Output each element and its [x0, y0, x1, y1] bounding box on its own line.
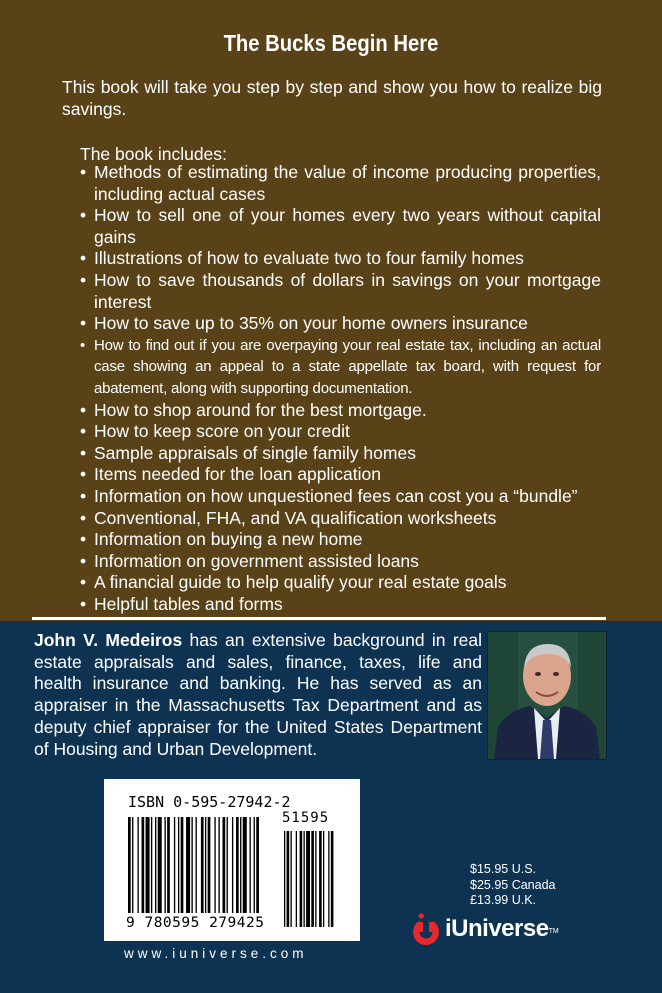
list-item: • A financial guide to help qualify your real estate goals: [80, 572, 507, 593]
list-item: • How to save up to 35% on your home owners insurance: [80, 313, 528, 334]
bullet-icon: •: [80, 269, 87, 290]
list-item: • How to shop around for the best mortgage.: [80, 399, 427, 420]
list-item: • Information on buying a new home: [80, 529, 363, 550]
list-item: • Helpful tables and forms: [80, 593, 283, 614]
bullet-icon: •: [80, 529, 87, 550]
bullet-icon: •: [80, 507, 87, 528]
bullet-icon: •: [80, 485, 87, 506]
bullet-icon: •: [80, 572, 87, 593]
bullet-icon: •: [80, 248, 87, 269]
price-us: $15.95 U.S.: [470, 862, 537, 876]
bullet-icon: •: [80, 336, 86, 354]
list-item: • Sample appraisals of single family homes: [80, 442, 416, 463]
barcode-addon-digits: 51595: [282, 810, 330, 826]
author-name: John V. Medeiros: [34, 630, 183, 650]
includes-list: [80, 162, 601, 615]
bullet-icon: •: [80, 205, 87, 226]
bullet-icon: •: [80, 593, 87, 614]
divider: [32, 617, 606, 620]
price-uk: £13.99 U.K.: [470, 893, 537, 907]
bullet-icon: •: [80, 313, 87, 334]
website-url: www.iuniverse.com: [124, 946, 308, 961]
list-item: • Illustrations of how to evaluate two to four family homes: [80, 248, 524, 269]
author-bio: [34, 630, 482, 760]
author-portrait-icon: [488, 632, 606, 759]
isbn-label: ISBN 0-595-27942-2: [128, 793, 291, 811]
includes-heading: The book includes:: [80, 144, 227, 164]
author-photo: [487, 631, 607, 760]
logo-text: iUniverse: [445, 915, 549, 942]
list-item: • Methods of estimating the value of income producing properties, including actual cases: [80, 162, 601, 204]
logo-trademark: TM: [548, 927, 559, 935]
bullet-icon: •: [80, 442, 87, 463]
list-item: • Information on government assisted loans: [80, 550, 419, 571]
bullet-icon: •: [80, 421, 87, 442]
publisher-logo: [411, 912, 559, 946]
iuniverse-logo-icon: [411, 912, 441, 946]
list-item: • Information on how unquestioned fees can cost you a “bundle”: [80, 485, 578, 506]
page-title: The Bucks Begin Here: [223, 30, 439, 56]
list-item: • How to find out if you are overpaying your real estate tax, including an actual case showing an appeal to a state appellate tax board, with request for abatement, along with supporting documentation.: [80, 336, 601, 397]
list-item: • How to save thousands of dollars in savings on your mortgage interest: [80, 269, 601, 312]
prices: [470, 862, 556, 909]
bullet-icon: •: [80, 162, 87, 182]
list-item: • Items needed for the loan application: [80, 464, 381, 485]
price-canada: $25.95 Canada: [470, 877, 556, 892]
bio-text: has an extensive background in real estate appraisals and sales, finance, taxes, life and health insurance and banking. He has served as an appraiser in the Massachusetts Tax Department and as deputy chief appraiser for the United States Department of Housing and Urban Development.: [34, 630, 482, 759]
barcode-digits: 9 780595 279425: [126, 915, 265, 931]
list-item: • How to sell one of your homes every two years without capital gains: [80, 205, 601, 247]
list-item: • How to keep score on your credit: [80, 421, 350, 442]
bullet-icon: •: [80, 464, 87, 485]
bullet-icon: •: [80, 550, 87, 571]
list-item: • Conventional, FHA, and VA qualification worksheets: [80, 507, 497, 528]
intro-paragraph: This book will take you step by step and show you how to realize big savings.: [62, 77, 602, 119]
barcode: [104, 779, 360, 941]
bullet-icon: •: [80, 399, 87, 420]
